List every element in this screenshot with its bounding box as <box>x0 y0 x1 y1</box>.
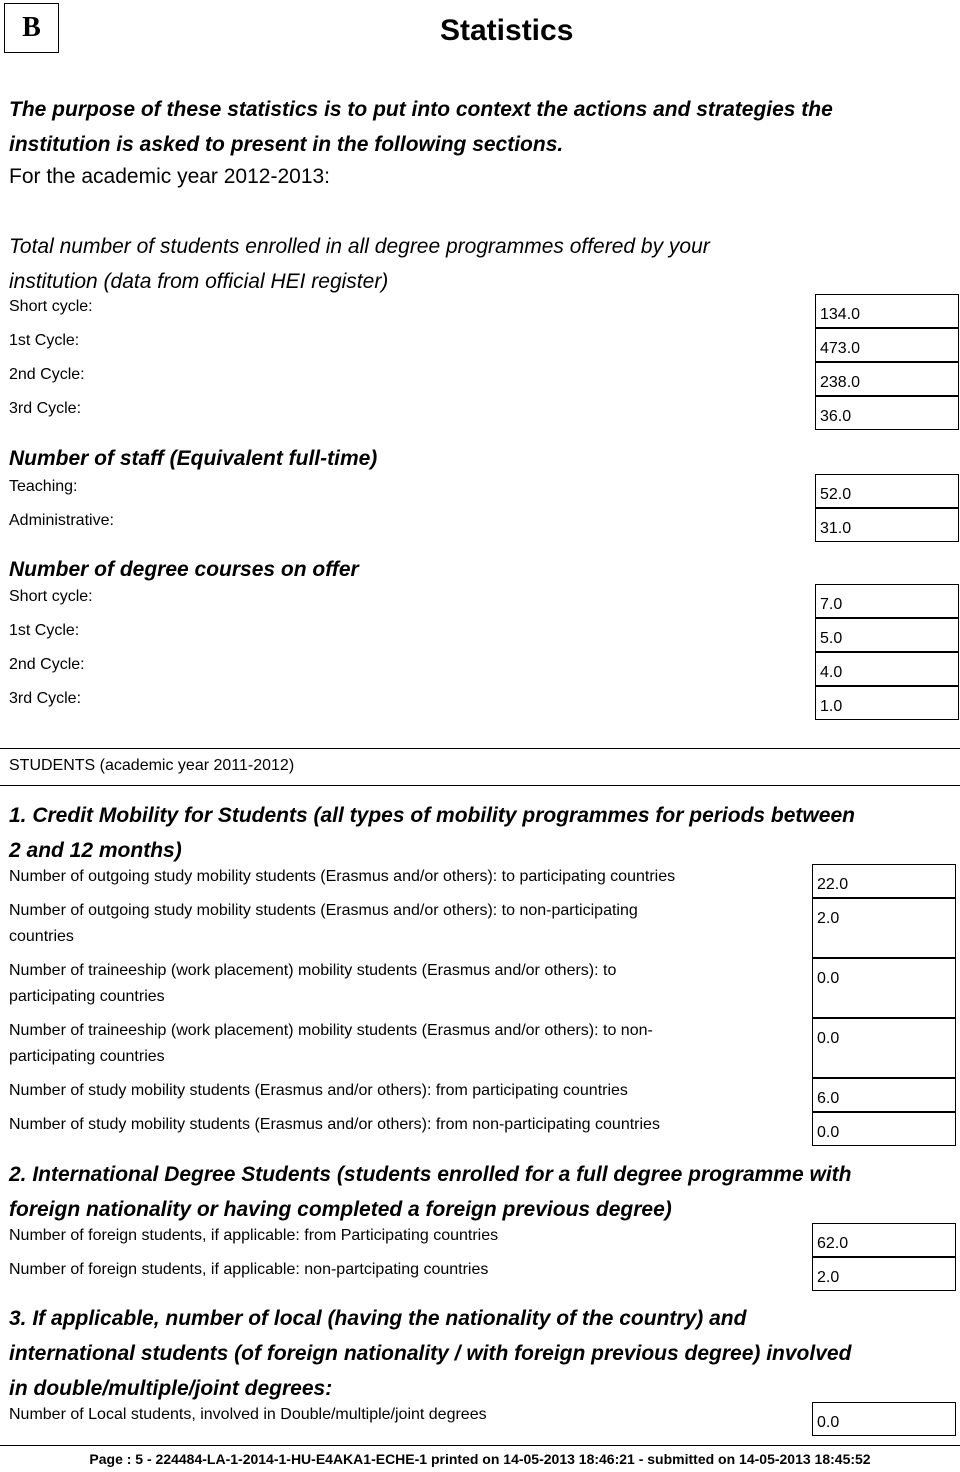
courses-row-2nd <box>0 652 960 686</box>
row-value: 238.0 <box>815 362 959 396</box>
courses-row-3rd <box>0 686 960 720</box>
row-value: 0.0 <box>812 1402 956 1436</box>
row-label: Administrative: <box>9 512 114 529</box>
row-label: Number of foreign students, if applicable: non-partcipating countries <box>9 1261 489 1278</box>
row-label <box>9 898 799 950</box>
row-label: Number of foreign students, if applicable: from Participating countries <box>9 1227 499 1244</box>
intro-line-2: institution is asked to present in the following sections. <box>9 133 564 156</box>
row-label: Number of outgoing study mobility students (Erasmus and/or others): to participating countries <box>9 868 676 885</box>
row-label: Short cycle: <box>9 298 93 315</box>
row-value: 22.0 <box>812 864 956 898</box>
intl-degree-heading-line-2: foreign nationality or having completed a foreign previous degree) <box>9 1198 672 1221</box>
row-label <box>9 958 799 1010</box>
enrolled-row-3rd <box>0 396 960 430</box>
intl-degree-heading <box>9 1157 851 1227</box>
row-label <box>9 1018 799 1070</box>
mobility-row <box>0 958 960 1018</box>
row-value: 52.0 <box>815 474 959 508</box>
row-value: 4.0 <box>815 652 959 686</box>
double-degree-heading <box>9 1301 851 1406</box>
intl-row <box>0 1223 960 1257</box>
enrolled-row-2nd <box>0 362 960 396</box>
row-value: 5.0 <box>815 618 959 652</box>
row-value: 62.0 <box>812 1223 956 1257</box>
credit-mobility-heading-line-2: 2 and 12 months) <box>9 839 182 862</box>
intro-line-1: The purpose of these statistics is to put into context the actions and strategies the <box>9 98 833 121</box>
students-section-label: STUDENTS (academic year 2011-2012) <box>9 757 295 774</box>
row-label: 2nd Cycle: <box>9 656 85 673</box>
row-label: Number of Local students, involved in Double/multiple/joint degrees <box>9 1406 487 1423</box>
row-value: 0.0 <box>812 1018 956 1078</box>
staff-row-teaching <box>0 474 960 508</box>
row-label: 1st Cycle: <box>9 332 80 349</box>
row-label-line-2: participating countries <box>9 988 165 1005</box>
row-label: Number of study mobility students (Erasmus and/or others): from participating countries <box>9 1082 628 1099</box>
row-value: 0.0 <box>812 958 956 1018</box>
mobility-row <box>0 898 960 958</box>
row-value: 473.0 <box>815 328 959 362</box>
double-degree-heading-line-3: in double/multiple/joint degrees: <box>9 1377 333 1400</box>
academic-year: For the academic year 2012-2013: <box>9 165 331 188</box>
mobility-row <box>0 1112 960 1146</box>
credit-mobility-heading-line-1: 1. Credit Mobility for Students (all types of mobility programmes for periods between <box>9 804 855 827</box>
enrolled-heading <box>9 229 710 299</box>
page-title: Statistics <box>440 14 574 47</box>
row-label: Short cycle: <box>9 588 93 605</box>
intro-text <box>9 92 949 162</box>
enrolled-row-short <box>0 294 960 328</box>
mobility-row <box>0 1078 960 1112</box>
staff-heading: Number of staff (Equivalent full-time) <box>9 447 378 470</box>
courses-row-short <box>0 584 960 618</box>
row-value: 2.0 <box>812 1257 956 1291</box>
row-label-line-1: Number of traineeship (work placement) mobility students (Erasmus and/or others): to non- <box>9 1022 653 1039</box>
mobility-row <box>0 864 960 898</box>
row-label: 3rd Cycle: <box>9 690 82 707</box>
double-degree-row <box>0 1402 960 1436</box>
staff-row-admin <box>0 508 960 542</box>
row-label-line-1: Number of traineeship (work placement) mobility students (Erasmus and/or others): to <box>9 962 617 979</box>
enrolled-row-1st <box>0 328 960 362</box>
row-label: Number of study mobility students (Erasmus and/or others): from non-participating countries <box>9 1116 660 1133</box>
enrolled-heading-line-2: institution (data from official HEI register) <box>9 270 389 293</box>
row-value: 36.0 <box>815 396 959 430</box>
credit-mobility-heading <box>9 798 855 868</box>
section-letter: B <box>4 3 59 53</box>
row-label: 3rd Cycle: <box>9 400 82 417</box>
row-value: 6.0 <box>812 1078 956 1112</box>
page-footer: Page : 5 - 224484-LA-1-2014-1-HU-E4AKA1-ECHE-1 printed on 14-05-2013 18:46:21 - submitted on 14-05-2013 18:45:52 <box>0 1445 960 1468</box>
double-degree-heading-line-2: international students (of foreign nationality / with foreign previous degree) involved <box>9 1342 852 1365</box>
double-degree-heading-line-1: 3. If applicable, number of local (having the nationality of the country) and <box>9 1307 747 1330</box>
enrolled-heading-line-1: Total number of students enrolled in all degree programmes offered by your <box>9 235 710 258</box>
row-value: 7.0 <box>815 584 959 618</box>
mobility-row <box>0 1018 960 1078</box>
row-label-line-1: Number of outgoing study mobility students (Erasmus and/or others): to non-participating <box>9 902 638 919</box>
intl-row <box>0 1257 960 1291</box>
row-value: 134.0 <box>815 294 959 328</box>
intl-degree-heading-line-1: 2. International Degree Students (students enrolled for a full degree programme with <box>9 1163 852 1186</box>
row-value: 2.0 <box>812 898 956 958</box>
courses-row-1st <box>0 618 960 652</box>
row-value: 1.0 <box>815 686 959 720</box>
courses-heading: Number of degree courses on offer <box>9 558 359 581</box>
row-label: Teaching: <box>9 478 78 495</box>
row-label-line-2: participating countries <box>9 1048 165 1065</box>
row-label-line-2: countries <box>9 928 74 945</box>
row-value: 0.0 <box>812 1112 956 1146</box>
row-label: 1st Cycle: <box>9 622 80 639</box>
row-label: 2nd Cycle: <box>9 366 85 383</box>
row-value: 31.0 <box>815 508 959 542</box>
students-section-bar <box>0 748 960 786</box>
